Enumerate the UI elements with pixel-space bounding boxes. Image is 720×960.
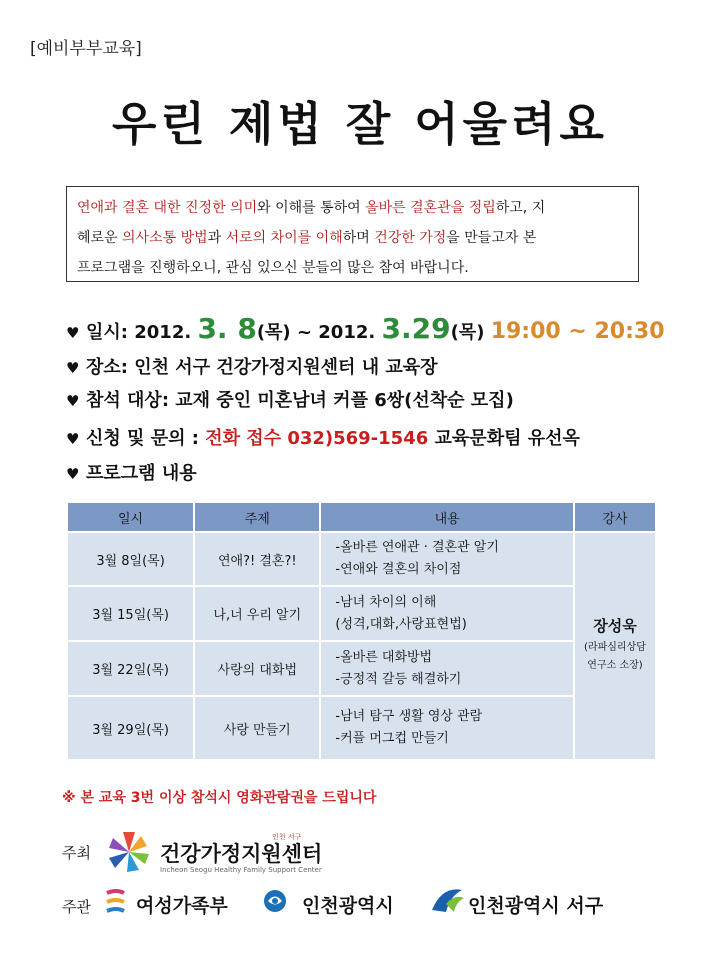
host-org-small: 인천 서구 [272,833,302,841]
intro-text: 을 만들고자 본 [446,230,537,246]
program-label: 프로그램 내용 [86,463,197,484]
info-program [66,459,197,485]
date-label: 일시: 2012. [86,322,198,343]
intro-line-3: 프로그램을 진행하오니, 관심 있으신 분들의 많은 참여 바랍니다. [77,260,469,276]
header-content: 내용 [320,502,574,532]
place-text: 장소: 인천 서구 건강가정지원센터 내 교육장 [86,357,438,378]
content-line: -올바른 대화방법 [335,649,433,665]
organizer-ministry: 여성가족부 [136,895,228,917]
row-topic: 연애?! 결혼?! [194,532,320,586]
row-date: 3월 29일(목) [67,696,194,760]
info-apply [66,424,580,450]
row-topic: 사랑의 대화법 [194,641,320,696]
host-org-en: Incheon Seogu Healthy Family Support Center [160,866,322,874]
heart-icon: ♥ [66,324,80,342]
lecturer-name: 장성욱 [593,617,637,635]
info-place [66,353,438,379]
intro-highlight: 서로의 차이를 이해 [225,230,343,246]
heart-icon: ♥ [66,465,80,483]
page-title: 우린 제법 잘 어울려요 [112,97,608,151]
date-end-day: 3.29 [381,312,451,345]
info-target [66,386,514,412]
row-content [320,586,574,641]
heart-icon: ♥ [66,430,80,448]
incheon-city-logo-icon [262,888,288,914]
program-table [66,501,657,761]
row-date: 3월 8일(목) [67,532,194,586]
intro-highlight: 건강한 가정 [374,230,447,246]
lecturer-cell [574,532,656,760]
incheon-seogu-logo-icon [428,884,466,916]
row-date: 3월 15일(목) [67,586,194,641]
target-text: 참석 대상: 교재 중인 미혼남녀 커플 6쌍(선착순 모집) [86,390,514,411]
header-date: 일시 [67,502,194,532]
apply-method: 전화 접수 [205,428,282,449]
intro-line-1 [77,193,628,223]
content-line: -긍정적 갈등 해결하기 [335,671,462,687]
intro-highlight: 연애과 결혼 대한 진정한 의미 [77,200,258,216]
organizer-label: 주관 [62,898,91,916]
lecturer-title: (라파심리상담 연구소 소장) [584,642,646,671]
row-content [320,696,574,760]
content-line: -연애와 결혼의 차이점 [335,562,462,577]
organizer-incheon-city: 인천광역시 [302,895,394,917]
intro-highlight: 의사소통 방법 [122,230,208,246]
date-start-dow: (목) ~ 2012. [256,322,382,343]
table-header-row [67,502,656,532]
row-content [320,532,574,586]
intro-box [66,186,639,282]
intro-text: 혜로운 [77,230,123,246]
date-end-dow: (목) [450,322,491,343]
category-label: [예비부부교육] [30,39,142,59]
row-topic: 사랑 만들기 [194,696,320,760]
header-topic: 주제 [194,502,320,532]
apply-team: 교육문화팀 유선옥 [434,428,580,449]
heart-icon: ♥ [66,359,80,377]
organizer-incheon-seogu: 인천광역시 서구 [468,895,604,917]
intro-text: 하고, 지 [495,200,546,216]
host-org-name: 건강가정지원센터 [160,842,323,866]
table-row [67,586,656,641]
table-row [67,696,656,760]
ministry-logo-icon [104,889,126,915]
notice-text: ※ 본 교육 3번 이상 참석시 영화관람권을 드립니다 [62,790,377,806]
content-line: -남녀 차이의 이해 [335,594,437,610]
row-topic: 나,너 우리 알기 [194,586,320,641]
host-label: 주최 [62,844,91,862]
content-line: (성격,대화,사랑표현법) [335,616,467,632]
apply-phone: 032)569-1546 [281,428,435,449]
heart-icon: ♥ [66,392,80,410]
info-date [66,312,665,345]
intro-text: 과 [207,230,226,246]
apply-label: 신청 및 문의 : [86,428,206,449]
row-date: 3월 22일(목) [67,641,194,696]
header-lecturer: 강사 [574,502,656,532]
intro-text: 와 이해를 통하여 [257,200,366,216]
content-line: -올바른 연애관 · 결혼관 알기 [335,540,499,555]
family-center-logo-icon [104,828,154,876]
table-row [67,532,656,586]
intro-text: 하며 [342,230,375,246]
intro-line-2 [77,223,628,253]
date-start-day: 3. 8 [197,312,257,345]
time-range: 19:00 ~ 20:30 [490,319,665,344]
row-content [320,641,574,696]
content-line: -커플 머그컵 만들기 [335,731,449,746]
table-row [67,641,656,696]
content-line: -남녀 탐구 생활 영상 관람 [335,709,483,724]
intro-highlight: 올바른 결혼관을 정립 [365,200,496,216]
